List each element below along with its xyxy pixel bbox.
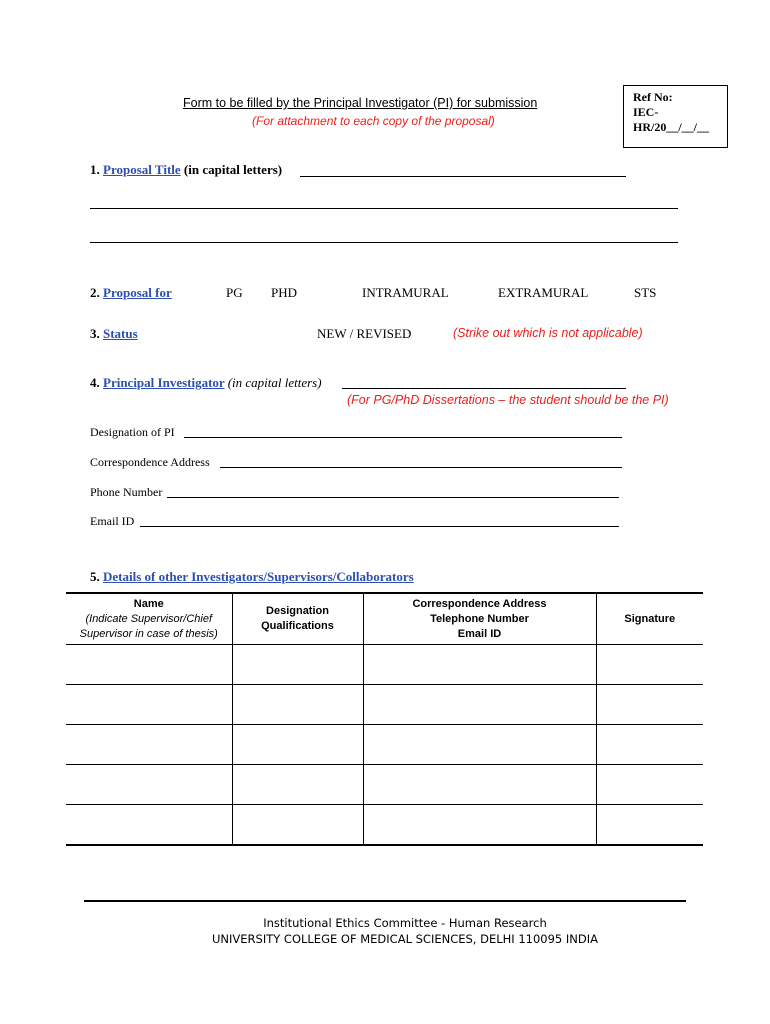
pi-hint: (in capital letters): [227, 375, 322, 390]
ref-prefix: IEC-: [633, 105, 659, 119]
contact-cell[interactable]: [363, 765, 596, 805]
proposal-title-heading: [90, 162, 282, 178]
proposal-title-label: Proposal Title: [103, 162, 181, 177]
form-title: Form to be filled by the Principal Investigator (PI) for submission: [183, 96, 538, 110]
option-intramural[interactable]: INTRAMURAL: [362, 285, 449, 300]
investigators-label: Details of other Investigators/Supervisors/Collaborators: [103, 569, 414, 584]
contact-cell[interactable]: [363, 645, 596, 685]
status-options[interactable]: NEW / REVISED: [317, 326, 412, 341]
designation-cell[interactable]: [232, 725, 363, 765]
option-extramural[interactable]: EXTRAMURAL: [498, 285, 589, 300]
designation-input-line[interactable]: [184, 437, 622, 438]
telephone-header-label: Telephone Number: [430, 612, 529, 625]
signature-cell[interactable]: [596, 645, 703, 685]
table-row: [66, 725, 703, 765]
proposal-title-input-line-1[interactable]: [300, 176, 626, 177]
signature-header-label: Signature: [624, 612, 676, 625]
table-header-row: [66, 593, 703, 645]
name-cell[interactable]: [66, 645, 232, 685]
phone-input-line[interactable]: [167, 497, 619, 498]
designation-cell[interactable]: [232, 645, 363, 685]
pi-label: Principal Investigator: [103, 375, 225, 390]
email-header-label: Email ID: [457, 627, 502, 640]
contact-cell[interactable]: [363, 805, 596, 846]
designation-cell[interactable]: [232, 805, 363, 846]
ref-number-box: [623, 85, 728, 148]
designation-header-label: Designation: [266, 605, 329, 617]
address-input-line[interactable]: [220, 467, 622, 468]
status-heading: [90, 326, 138, 342]
signature-cell[interactable]: [596, 725, 703, 765]
designation-cell[interactable]: [232, 685, 363, 725]
status-note: (Strike out which is not applicable): [453, 326, 643, 340]
email-label: Email ID: [90, 514, 135, 528]
address-header-label: Correspondence Address: [412, 597, 547, 610]
name-header-label: Name: [133, 597, 164, 610]
column-header-name: [66, 593, 232, 645]
table-row: [66, 645, 703, 685]
footer-divider: [84, 900, 686, 902]
section-number: 1.: [90, 162, 100, 177]
proposal-for-heading: [90, 285, 172, 301]
designation-cell[interactable]: [232, 765, 363, 805]
proposal-title-input-line-2[interactable]: [90, 208, 678, 209]
pi-note: (For PG/PhD Dissertations – the student should be the PI): [347, 393, 669, 407]
name-cell[interactable]: [66, 685, 232, 725]
contact-cell[interactable]: [363, 725, 596, 765]
investigators-heading: [90, 569, 414, 585]
table-row: [66, 805, 703, 846]
column-header-contact: [363, 593, 596, 645]
proposal-title-input-line-3[interactable]: [90, 242, 678, 243]
column-header-signature: [596, 593, 703, 645]
section-number: 3.: [90, 326, 100, 341]
investigators-table: [66, 592, 703, 846]
pi-name-input-line[interactable]: [342, 388, 626, 389]
qualifications-header-label: Qualifications: [261, 620, 334, 632]
designation-label: Designation of PI: [90, 425, 175, 439]
name-cell[interactable]: [66, 725, 232, 765]
section-number: 2.: [90, 285, 100, 300]
signature-cell[interactable]: [596, 805, 703, 846]
footer-committee: Institutional Ethics Committee - Human Research: [263, 916, 547, 930]
ref-number-field[interactable]: HR/20__/__/__: [633, 120, 710, 134]
name-cell[interactable]: [66, 805, 232, 846]
footer-institution: UNIVERSITY COLLEGE OF MEDICAL SCIENCES, DELHI 110095 INDIA: [211, 932, 599, 946]
option-pg[interactable]: PG: [226, 285, 243, 300]
ref-label: Ref No:: [633, 90, 673, 104]
table-row: [66, 685, 703, 725]
status-label: Status: [103, 326, 138, 341]
signature-cell[interactable]: [596, 685, 703, 725]
signature-cell[interactable]: [596, 765, 703, 805]
name-header-sub1: (Indicate Supervisor/Chief: [85, 612, 213, 625]
address-label: Correspondence Address: [90, 455, 210, 469]
proposal-title-hint: (in capital letters): [183, 162, 283, 177]
pi-heading: [90, 375, 322, 391]
contact-cell[interactable]: [363, 685, 596, 725]
proposal-for-label: Proposal for: [103, 285, 172, 300]
phone-label: Phone Number: [90, 485, 163, 499]
option-phd[interactable]: PHD: [271, 285, 298, 300]
table-row: [66, 765, 703, 805]
section-number: 5.: [90, 569, 100, 584]
name-header-sub2: Supervisor in case of thesis): [79, 627, 218, 640]
section-number: 4.: [90, 375, 100, 390]
email-input-line[interactable]: [140, 526, 619, 527]
column-header-designation: [232, 593, 363, 645]
name-cell[interactable]: [66, 765, 232, 805]
option-sts[interactable]: STS: [634, 285, 657, 300]
form-subtitle: (For attachment to each copy of the proposal): [252, 114, 495, 128]
